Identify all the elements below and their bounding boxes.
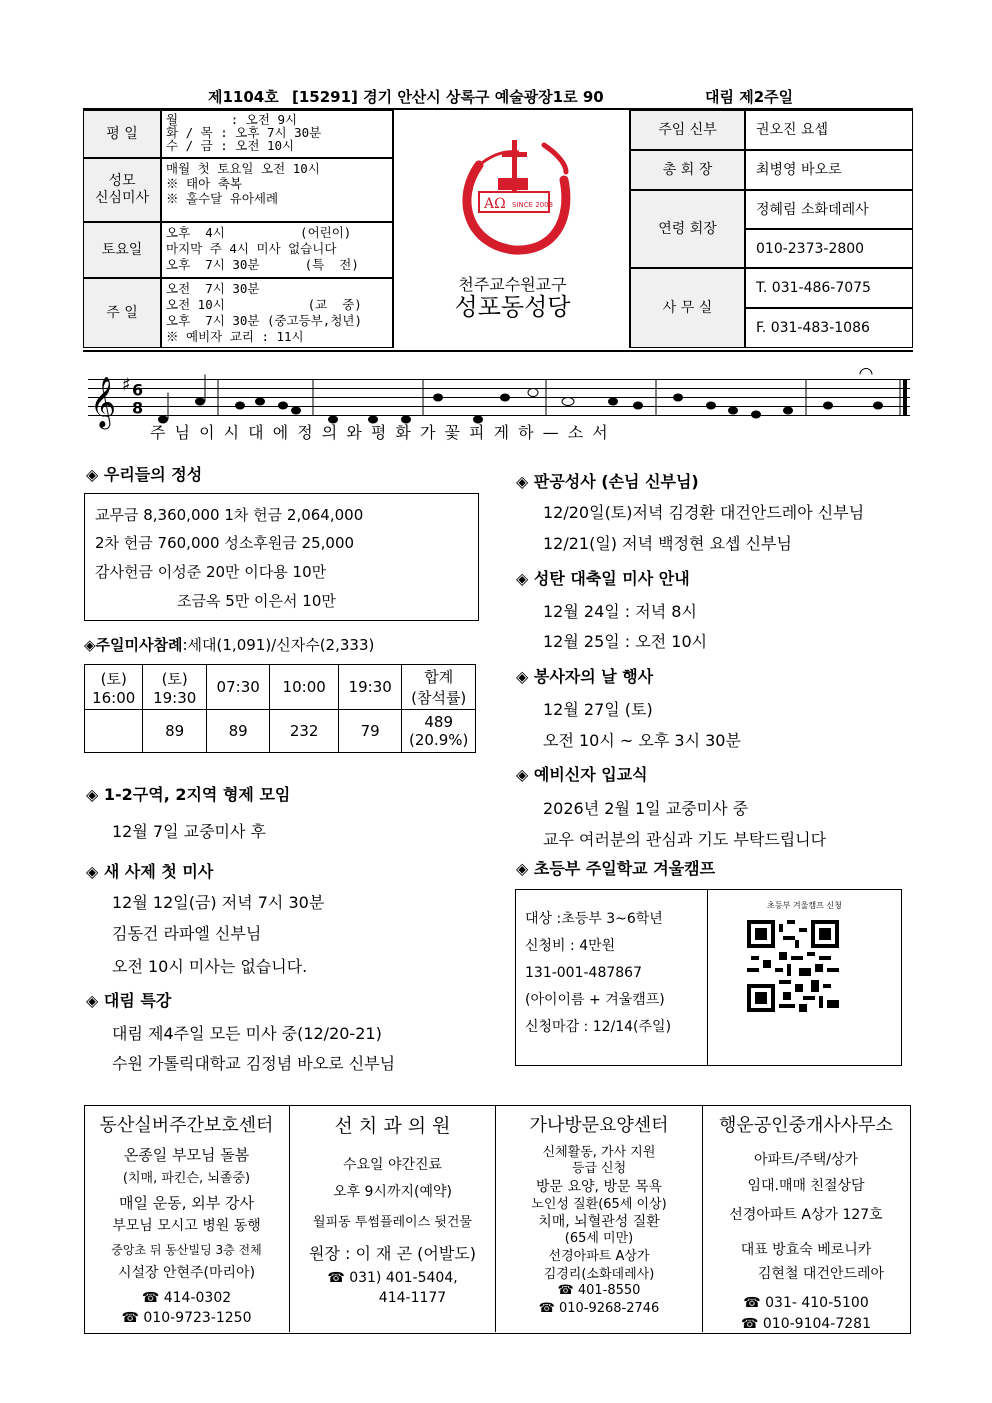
att-value: 89 [206,710,269,753]
ad-line: ☎ 031) 401-5404, [327,1270,458,1286]
hymn-lyrics: 주 님 이 시 대 에 정 의 와 평 화 가 꽃 피 게 하 — 소 서 [150,423,610,442]
pastor-label: 주임 신부 [630,110,745,150]
qr-caption: 초등부 겨울캠프 신청 [767,901,842,910]
offerings-title: ◈ 우리들의 정성 [86,465,203,484]
att-value: 79 [338,710,401,753]
attendance-table [84,664,476,753]
ad-line: 414-1177 [378,1290,447,1306]
notice-title: ◈ 예비신자 입교식 [516,765,648,784]
camp-info [516,890,708,1065]
qr-code-icon[interactable] [747,920,839,1012]
devotion-times: 매월 첫 토요일 오전 10시 ※ 태아 축복 ※ 홀수달 유아세례 [161,158,393,222]
att-header: 19:30 [338,665,401,710]
notice-title: ◈ 1-2구역, 2지역 형제 모임 [86,785,291,804]
ad-line: 선경아파트 A상가 [548,1249,650,1264]
ad-silver-center [84,1105,290,1332]
diocese-name: 천주교수원교구 [458,275,567,294]
union-label: 연령 회장 [630,190,745,268]
notice-line: 오전 10시 ~ 오후 3시 30분 [543,731,741,750]
svg-text:SINCE 2003: SINCE 2003 [512,201,554,209]
ad-line: 대표 방효숙 베로니카 [740,1242,872,1258]
parish-name: 성포동성당 [454,293,571,321]
ad-line: 매일 운동, 외부 강사 [119,1194,254,1212]
ad-line: 온종일 부모님 돌봄 [123,1146,250,1164]
treble-clef-icon: 𝄞 [90,376,117,428]
ad-line: 등급 신청 [571,1161,627,1176]
union-phone: 010-2373-2800 [745,229,913,268]
ad-real-estate [703,1105,909,1332]
ad-line: 중앙초 뒤 동산빌딩 3층 전체 [111,1243,262,1257]
ad-line: 시설장 안현주(마리아) [117,1265,256,1281]
notice-line: 오전 10시 미사는 없습니다. [112,957,308,976]
info-table [83,108,913,352]
camp-target: 대상 :초등부 3~6학년 [525,911,663,927]
att-value [85,710,143,753]
fermata-icon [860,369,872,375]
attendance-title: ◈주일미사참례:세대(1,091)/신자수(2,333) [84,636,375,654]
notice-title: ◈ 새 사제 첫 미사 [86,862,214,881]
saturday-times: 오후 4시 (어린이) 마지막 주 4시 미사 없습니다 오후 7시 30분 (특 전) [161,222,393,278]
weekday-times: 월 : 오전 9시 화 / 목 : 오후 7시 30분 수 / 금 : 오전 10시 [161,110,393,158]
attendance-header-row [85,665,476,710]
ad-line: 임대.매매 친절상담 [747,1178,865,1194]
ad-line: 오후 9시까지(예약) [333,1184,452,1200]
notice-line: 2026년 2월 1일 교중미사 중 [543,799,749,818]
att-header: (토) 16:00 [85,665,143,710]
att-header: 합계 (참석률) [402,665,476,710]
notice-title: ◈ 성탄 대축일 미사 안내 [516,569,690,588]
ad-line: 방문 요양, 방문 목욕 [536,1179,662,1195]
notice-line: 12월 12일(금) 저녁 7시 30분 [112,893,325,912]
notice-line: 김동건 라파엘 신부님 [112,924,262,943]
ad-line: 수요일 야간진료 [342,1157,443,1173]
att-value: 89 [143,710,206,753]
ad-title: 행운공인중개사사무소 [719,1115,893,1136]
notice-line: 12/21(일) 저녁 백정현 요셉 신부님 [543,534,792,553]
office-label: 사 무 실 [630,268,745,348]
weekday-label: 평 일 [83,110,161,158]
notice-line: 12월 24일 : 저녁 8시 [543,602,697,621]
ad-line: 부모님 모시고 병원 동행 [112,1218,261,1234]
liturgical-season: 대림 제2주일 [705,88,794,106]
ad-dental-clinic [290,1105,496,1332]
camp-deadline: 신청마감 : 12/14(주일) [525,1019,672,1035]
camp-fee: 신청비 : 4만원 [525,938,616,954]
ad-line: ☎ 010-9723-1250 [121,1310,252,1326]
office-fax: F. 031-483-1086 [745,308,913,348]
svg-text:AΩ: AΩ [484,196,506,212]
ad-line: 월피동 투썸플레이스 뒷건물 [313,1215,472,1230]
office-tel: T. 031-486-7075 [745,268,913,308]
ad-line: (치매, 파킨슨, 뇌졸중) [122,1171,251,1186]
notice-title: ◈ 대림 특강 [86,991,172,1010]
att-value: 489 (20.9%) [402,710,476,753]
att-header: (토) 19:30 [143,665,206,710]
sunday-times: 오전 7시 30분 오전 10시 (교 중) 오후 7시 30분 (중고등부,청년) ※ 예비자 교리 : 11시 [161,278,393,348]
issue-number: 제1104호 [208,88,279,106]
ad-line: 김현철 대건안드레아 [757,1266,885,1282]
offerings-box [84,493,479,621]
devotion-label: 성모 신심미사 [83,158,161,222]
notice-line: 12/20일(토)저녁 김경환 대건안드레아 신부님 [543,503,865,522]
president-label: 총 회 장 [630,150,745,190]
att-header: 07:30 [206,665,269,710]
notice-line: 12월 7일 교중미사 후 [112,822,266,841]
union-name: 정혜림 소화데레사 [745,190,913,229]
ad-title: 가나방문요양센터 [529,1115,669,1136]
notice-line: 12월 25일 : 오전 10시 [543,632,708,651]
offering-line-3: 감사헌금 이성준 20만 이다용 10만 [95,563,327,581]
svg-text:♯: ♯ [122,374,131,396]
notice-title: ◈ 봉사자의 날 행사 [516,667,654,686]
notice-line: 12월 27일 (토) [543,700,653,719]
ad-line: 신체활동, 가사 지원 [542,1145,656,1160]
parish-logo-area [393,110,630,348]
ad-line: 노인성 질환(65세 이상) [531,1197,667,1212]
camp-box [515,889,902,1066]
ad-line: 치매, 뇌혈관성 질환 [538,1214,660,1230]
svg-text:8: 8 [132,398,144,418]
svg-text:6: 6 [132,380,144,400]
ad-line: ☎ 401-8550 [557,1283,641,1298]
ad-line: 원장 : 이 재 곤 (어발도) [309,1244,476,1263]
ad-visiting-care [496,1105,703,1332]
notice-line: 교우 여러분의 관심과 기도 부탁드립니다 [543,830,827,849]
pastor-name: 권오진 요셉 [745,110,913,150]
ad-line: ☎ 414-0302 [141,1290,232,1306]
offering-line-2: 2차 헌금 760,000 성소후원금 25,000 [95,534,355,552]
ad-line: 김경리(소화데레사) [543,1267,655,1282]
saturday-label: 토요일 [83,222,161,278]
attendance-value-row [85,710,476,753]
bulletin-header [80,86,910,108]
notice-line: 수원 가톨릭대학교 김정념 바오로 신부님 [112,1054,396,1073]
offering-line-4: 조금옥 5만 이은서 10만 [177,592,336,610]
att-value: 232 [270,710,339,753]
notice-title: ◈ 초등부 주일학교 겨울캠프 [516,859,716,878]
offering-line-1: 교무금 8,360,000 1차 헌금 2,064,000 [95,506,364,524]
camp-account: 131-001-487867 [525,965,642,981]
camp-memo: (아이이름 + 겨울캠프) [525,992,665,1008]
att-header: 10:00 [270,665,339,710]
notice-title: ◈ 판공성사 (손님 신부님) [516,472,699,491]
ad-line: ☎ 031- 410-5100 [743,1295,869,1311]
sunday-label: 주 일 [83,278,161,348]
parish-logo-icon [394,110,631,275]
ad-line: ☎ 010-9268-2746 [538,1301,660,1316]
parish-address: [15291] 경기 안산시 상록구 예술광장1로 90 [292,88,604,106]
notice-line: 대림 제4주일 모든 미사 중(12/20-21) [112,1024,382,1043]
ad-title: 선 치 과 의 원 [334,1115,451,1137]
ad-line: (65세 미만) [564,1231,634,1246]
ad-line: 선경아파트 A상가 127호 [729,1207,883,1223]
ad-line: 아파트/주택/상가 [753,1152,859,1168]
ad-line: ☎ 010-9104-7281 [741,1316,871,1332]
ad-title: 동산실버주간보호센터 [99,1115,274,1136]
president-name: 최병영 바오로 [745,150,913,190]
